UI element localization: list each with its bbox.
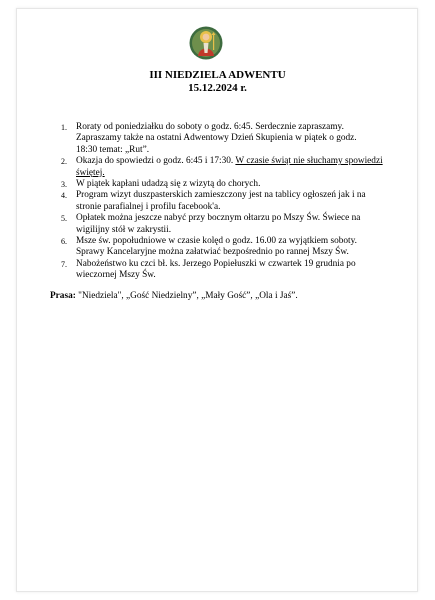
item-text-plain: Okazja do spowiedzi o godz. 6:45 i 17:30. <box>76 156 236 167</box>
press-label: Prasa: <box>50 291 76 301</box>
item-line: Sprawy Kancelaryjne można załatwiać bezpośrednio po rannej Mszy Św. <box>76 247 349 258</box>
item-line: stronie parafialnej i profilu facebook'a. <box>76 201 221 212</box>
page-title: III NIEDZIELA ADWENTU <box>149 69 286 81</box>
list-item <box>61 213 391 236</box>
item-line: wieczornej Mszy Św. <box>76 270 156 281</box>
list-item <box>61 156 391 179</box>
list-item <box>61 190 391 213</box>
item-line: Opłatek można jeszcze nabyć przy bocznym ołtarzu po Mszy Św. Świece na <box>76 213 361 224</box>
item-number: 7. <box>61 259 67 269</box>
item-line: Roraty od poniedziałku do soboty o godz. 6:45. Serdecznie zapraszamy. <box>76 122 344 132</box>
item-line: Zapraszamy także na ostatni Adwentowy Dzień Skupienia w piątek o godz. <box>76 133 357 144</box>
list-item <box>61 179 391 190</box>
item-line: W piątek kapłani udadzą się z wizytą do chorych. <box>76 179 261 190</box>
item-number: 6. <box>61 237 67 247</box>
item-line: 18:30 temat: „Rut”. <box>76 144 150 155</box>
list-item <box>61 259 391 282</box>
item-line: Program wizyt duszpasterskich zamieszczony jest na tablicy ogłoszeń jak i na <box>76 190 366 201</box>
press-titles: "Niedziela", „Gość Niedzielny”, „Mały Gość”, „Ola i Jaś”. <box>75 291 298 301</box>
item-number: 5. <box>61 214 67 224</box>
item-line: wigilijny stół w zakrystii. <box>76 224 172 235</box>
item-number: 2. <box>61 157 67 167</box>
list-item <box>61 122 391 156</box>
saint-icon <box>189 26 223 60</box>
list-item <box>61 236 391 259</box>
announcement-list <box>61 122 391 282</box>
page-date: 15.12.2024 r. <box>188 82 247 94</box>
item-text-underlined: W czasie świąt nie słuchamy spowiedzi świętej. <box>76 156 383 178</box>
press-line <box>50 290 390 302</box>
item-line: Msze św. popołudniowe w czasie kolęd o godz. 16.00 za wyjątkiem soboty. <box>76 236 357 247</box>
item-line: Nabożeństwo ku czci bł. ks. Jerzego Popiełuszki w czwartek 19 grudnia po <box>76 258 356 269</box>
item-text <box>76 156 391 179</box>
item-number: 4. <box>61 191 67 201</box>
item-number: 3. <box>61 180 67 190</box>
item-number: 1. <box>61 123 67 132</box>
